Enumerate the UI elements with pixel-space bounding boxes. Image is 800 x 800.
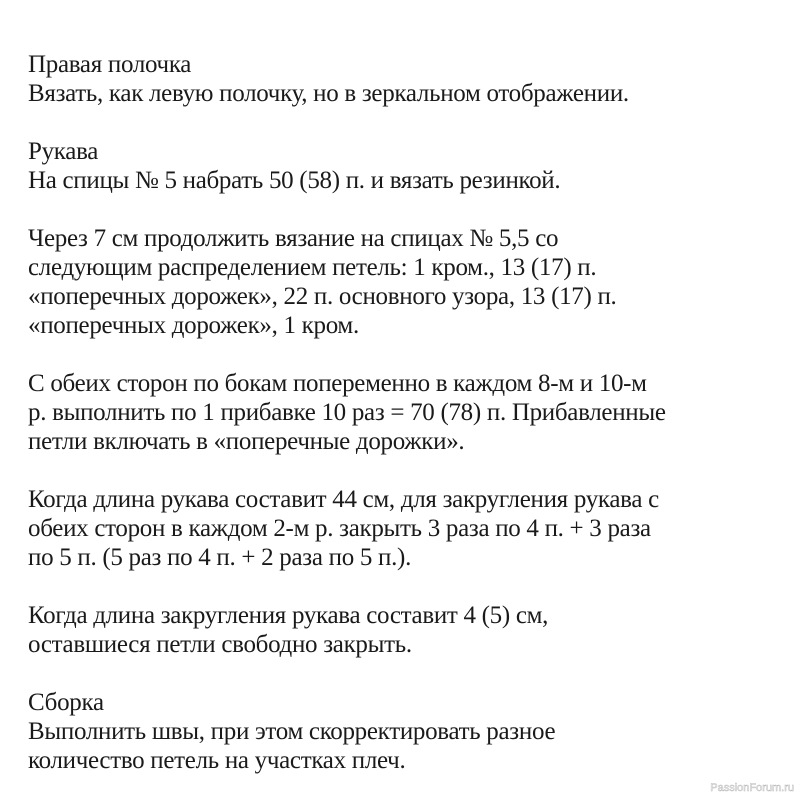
paragraph-line: С обеих сторон по бокам попеременно в каждом 8-м и 10-м: [28, 370, 647, 397]
paragraph-line: количество петель на участках плеч.: [28, 747, 406, 774]
spacer: [28, 340, 788, 369]
paragraph-line: Через 7 см продолжить вязание на спицах № 5,5 со: [28, 225, 559, 252]
document-page: [28, 50, 788, 775]
section-sleeves: [28, 137, 788, 659]
paragraph: [28, 369, 788, 456]
section-title: Рукава: [28, 138, 99, 165]
paragraph: [28, 224, 788, 340]
paragraph-line: петли включать в «поперечные дорожки».: [28, 428, 465, 455]
paragraph: [28, 601, 788, 659]
paragraph-line: оставшиеся петли свободно закрыть.: [28, 631, 412, 658]
paragraph-line: следующим распределением петель: 1 кром., 13 (17) п.: [28, 254, 597, 281]
paragraph-line: Вязать, как левую полочку, но в зеркальном отображении.: [28, 80, 629, 107]
paragraph-line: «поперечных дорожек», 22 п. основного узора, 13 (17) п.: [28, 283, 617, 310]
section-right-front: [28, 50, 788, 108]
watermark: PassionForum.ru: [710, 782, 794, 794]
spacer: [28, 456, 788, 485]
section-title: Правая полочка: [28, 51, 192, 78]
paragraph: [28, 485, 788, 572]
paragraph-line: по 5 п. (5 раз по 4 п. + 2 раза по 5 п.).: [28, 544, 412, 571]
section-assembly: [28, 688, 788, 775]
paragraph-line: На спицы № 5 набрать 50 (58) п. и вязать резинкой.: [28, 167, 561, 194]
paragraph-line: р. выполнить по 1 прибавке 10 раз = 70 (78) п. Прибавленные: [28, 399, 666, 426]
spacer: [28, 659, 788, 688]
section-title: Сборка: [28, 689, 104, 716]
spacer: [28, 572, 788, 601]
paragraph-line: Когда длина рукава составит 44 см, для закругления рукава с: [28, 486, 659, 513]
paragraph-line: обеих сторон в каждом 2-м р. закрыть 3 раза по 4 п. + 3 раза: [28, 515, 651, 542]
spacer: [28, 195, 788, 224]
spacer: [28, 108, 788, 137]
paragraph-line: Выполнить швы, при этом скорректировать разное: [28, 718, 556, 745]
paragraph-line: Когда длина закругления рукава составит 4 (5) см,: [28, 602, 549, 629]
paragraph-line: «поперечных дорожек», 1 кром.: [28, 312, 359, 339]
